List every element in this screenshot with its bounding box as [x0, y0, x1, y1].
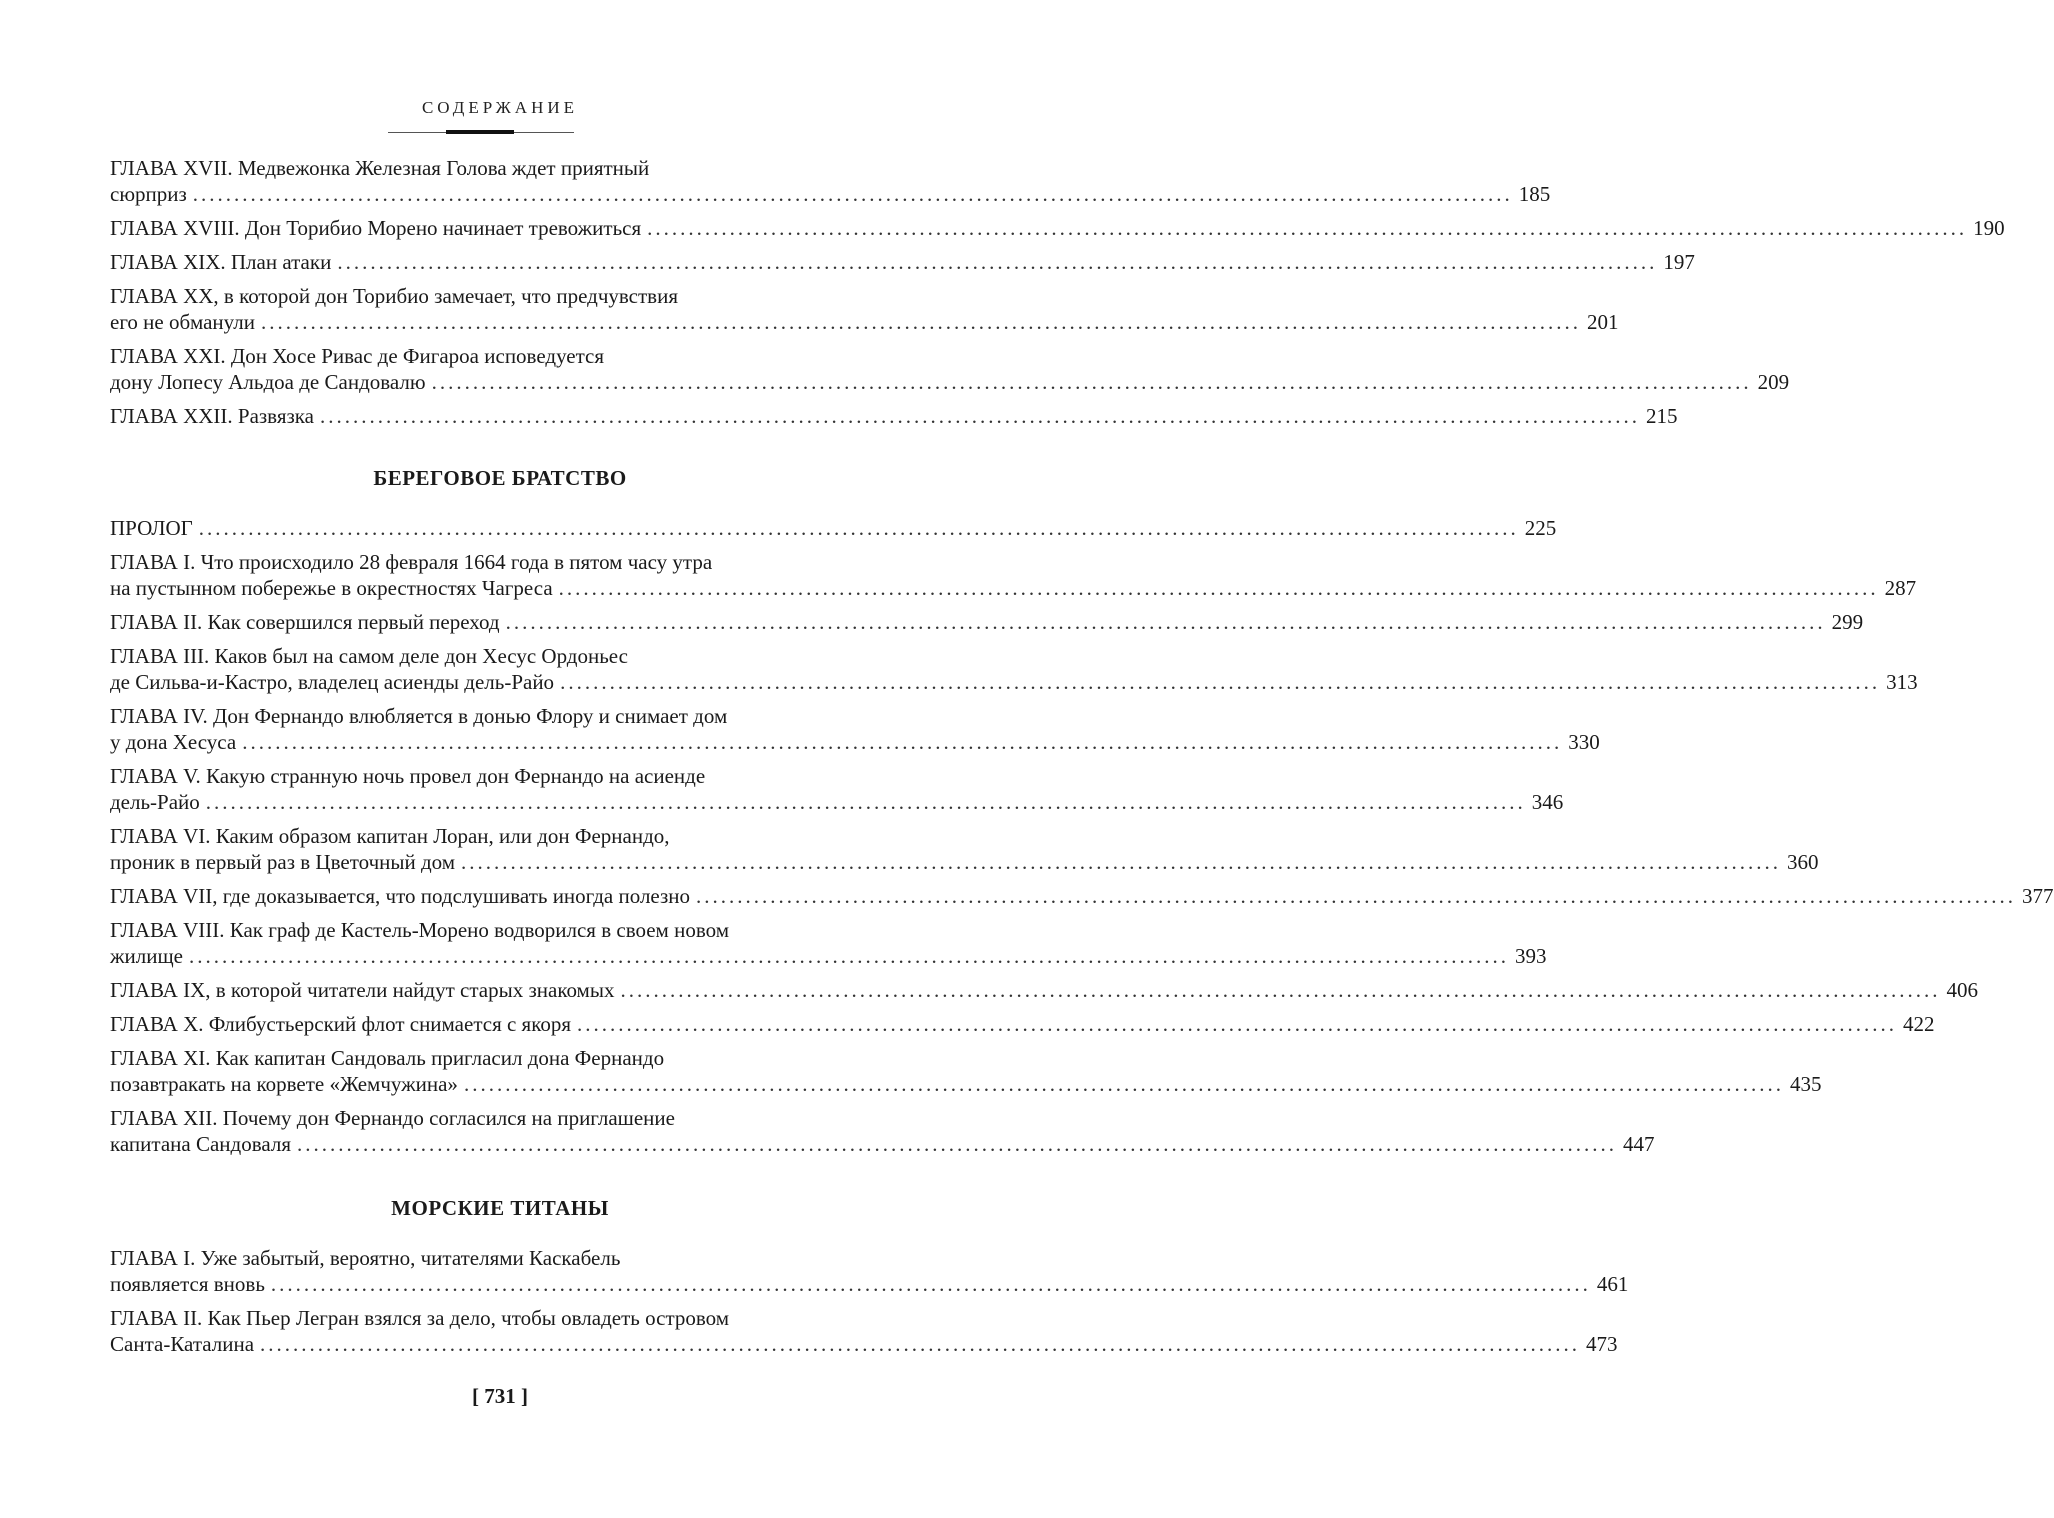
toc-page-number: 185	[1518, 182, 1551, 206]
toc-entry[interactable]	[110, 1011, 1935, 1037]
toc-entry-title-line: на пустынном побережье в окрестностях Чагреса	[110, 576, 553, 600]
toc-entry[interactable]	[110, 703, 1600, 755]
toc-page-number: 209	[1757, 370, 1790, 394]
toc-page-number: 346	[1531, 790, 1564, 814]
dot-leader: ................................................................................................................................................................	[337, 250, 1658, 274]
toc-entry-title-line: ГЛАВА I. Уже забытый, вероятно, читателями Каскабель	[110, 1246, 621, 1270]
toc-entry-title-line: ГЛАВА XX, в которой дон Торибио замечает, что предчувствия	[110, 284, 678, 308]
dot-leader: ................................................................................................................................................................	[560, 670, 1881, 694]
page-number: [ 731 ]	[472, 1384, 528, 1408]
running-head-title: СОДЕРЖАНИЕ	[421, 98, 579, 117]
toc-entry-title-line: дону Лопесу Альдоа де Сандовалю	[110, 370, 426, 394]
dot-leader: ................................................................................................................................................................	[696, 884, 2017, 908]
section-title-morskie-titany: МОРСКИЕ ТИТАНЫ	[391, 1196, 609, 1220]
dot-leader: ................................................................................................................................................................	[505, 610, 1826, 634]
dot-leader: ................................................................................................................................................................	[270, 1272, 1591, 1296]
dot-leader: ................................................................................................................................................................	[461, 850, 1782, 874]
running-head	[0, 98, 1000, 118]
toc-entry-title-line: ГЛАВА VII, где доказывается, что подслушивать иногда полезно	[110, 884, 691, 908]
toc-entry[interactable]	[110, 763, 1564, 815]
toc-entry-title-line: проник в первый раз в Цветочный дом	[110, 850, 456, 874]
toc-page-number: 435	[1789, 1072, 1822, 1096]
toc-entry-title-line: ГЛАВА XI. Как капитан Сандоваль пригласил дона Фернандо	[110, 1046, 665, 1070]
toc-entry[interactable]	[110, 549, 1917, 601]
toc-entry[interactable]	[110, 215, 2005, 241]
toc-entry[interactable]	[110, 155, 1551, 207]
toc-page-number: 393	[1514, 944, 1547, 968]
toc-entry-title-line: ГЛАВА XII. Почему дон Фернандо согласился на приглашение	[110, 1106, 675, 1130]
dot-leader: ................................................................................................................................................................	[260, 310, 1581, 334]
toc-page-number: 377	[2022, 884, 2054, 908]
toc-section-1	[110, 155, 2005, 437]
toc-page-number: 313	[1886, 670, 1918, 694]
dot-leader: ................................................................................................................................................................	[620, 978, 1941, 1002]
toc-entry-title-line: ГЛАВА II. Как Пьер Легран взялся за дело, чтобы овладеть островом	[110, 1306, 730, 1330]
toc-entry[interactable]	[110, 1105, 1655, 1157]
toc-entry[interactable]	[110, 917, 1547, 969]
toc-entry[interactable]	[110, 643, 1918, 695]
toc-entry-title-line: сюрприз	[110, 182, 187, 206]
dot-leader: ................................................................................................................................................................	[558, 576, 1879, 600]
toc-entry-title-line: позавтракать на корвете «Жемчужина»	[110, 1072, 458, 1096]
toc-entry-title-line: дель-Райо	[110, 790, 200, 814]
toc-page-number: 473	[1586, 1332, 1618, 1356]
dot-leader: ................................................................................................................................................................	[577, 1012, 1898, 1036]
dot-leader: ................................................................................................................................................................	[297, 1132, 1618, 1156]
toc-entry-title-line: ГЛАВА XVIII. Дон Торибио Морено начинает тревожиться	[110, 216, 642, 240]
dot-leader: ................................................................................................................................................................	[463, 1072, 1784, 1096]
dot-leader: ................................................................................................................................................................	[205, 790, 1526, 814]
toc-entry[interactable]	[110, 283, 1619, 335]
toc-entry-title-line: Санта-Каталина	[110, 1332, 255, 1356]
toc-entry-title-line: ГЛАВА VIII. Как граф де Кастель-Морено водворился в своем новом	[110, 918, 729, 942]
toc-entry[interactable]	[110, 1245, 1629, 1297]
dot-leader: ................................................................................................................................................................	[647, 216, 1968, 240]
toc-entry-title-line: де Сильва-и-Кастро, владелец асиенды дель-Райо	[110, 670, 555, 694]
toc-entry[interactable]	[110, 515, 1557, 541]
toc-entry[interactable]	[110, 1045, 1822, 1097]
dot-leader: ................................................................................................................................................................	[188, 944, 1509, 968]
toc-entry-title-line: ГЛАВА I. Что происходило 28 февраля 1664 года в пятом часу утра	[110, 550, 713, 574]
toc-entry-title-line: ГЛАВА III. Каков был на самом деле дон Хесус Ордоньес	[110, 644, 628, 668]
toc-page-number: 422	[1903, 1012, 1935, 1036]
toc-entry-title-line: ГЛАВА X. Флибустьерский флот снимается с якоря	[110, 1012, 572, 1036]
dot-leader: ................................................................................................................................................................	[242, 730, 1563, 754]
toc-entry-title-line: ГЛАВА XVII. Медвежонка Железная Голова ждет приятный	[110, 156, 650, 180]
toc-entry[interactable]	[110, 1305, 1618, 1357]
toc-entry[interactable]	[110, 403, 1678, 429]
toc-entry-title-line: появляется вновь	[110, 1272, 265, 1296]
toc-page-number: 225	[1524, 516, 1557, 540]
toc-page-number: 406	[1946, 978, 1978, 1002]
toc-page-number: 215	[1645, 404, 1678, 428]
toc-entry[interactable]	[110, 609, 1864, 635]
toc-entry-title-line: у дона Хесуса	[110, 730, 237, 754]
toc-page-number: 190	[1973, 216, 2005, 240]
toc-page-number: 461	[1596, 1272, 1629, 1296]
toc-entry-title-line: ГЛАВА II. Как совершился первый переход	[110, 610, 500, 634]
dot-leader: ................................................................................................................................................................	[192, 182, 1513, 206]
toc-section-3	[110, 1245, 1629, 1365]
section-title-beregovoe-bratstvo: БЕРЕГОВОЕ БРАТСТВО	[373, 466, 627, 490]
dot-leader: ................................................................................................................................................................	[319, 404, 1640, 428]
dot-leader: ................................................................................................................................................................	[260, 1332, 1581, 1356]
toc-entry[interactable]	[110, 883, 2054, 909]
dot-leader: ................................................................................................................................................................	[198, 516, 1519, 540]
toc-page-number: 360	[1787, 850, 1819, 874]
toc-section-2	[110, 515, 2054, 1165]
toc-entry[interactable]	[110, 977, 1978, 1003]
toc-page-number: 201	[1586, 310, 1619, 334]
toc-entry-title-line: его не обманули	[110, 310, 255, 334]
toc-entry-title-line: ГЛАВА VI. Каким образом капитан Лоран, или дон Фернандо,	[110, 824, 670, 848]
toc-page-number: 287	[1884, 576, 1917, 600]
toc-entry[interactable]	[110, 343, 1790, 395]
toc-entry-title-line: ГЛАВА XIX. План атаки	[110, 250, 332, 274]
toc-entry-title-line: жилище	[110, 944, 183, 968]
toc-entry[interactable]	[110, 249, 1695, 275]
dot-leader: ................................................................................................................................................................	[431, 370, 1752, 394]
toc-entry[interactable]	[110, 823, 1819, 875]
toc-entry-title-line: ПРОЛОГ	[110, 516, 193, 540]
toc-page-number: 299	[1831, 610, 1864, 634]
running-head-rule-accent	[446, 130, 514, 134]
toc-page-number: 447	[1623, 1132, 1655, 1156]
toc-entry-title-line: ГЛАВА V. Какую странную ночь провел дон Фернандо на асиенде	[110, 764, 706, 788]
toc-page-number: 197	[1663, 250, 1695, 274]
toc-page-number: 330	[1568, 730, 1600, 754]
toc-entry-title-line: ГЛАВА XXII. Развязка	[110, 404, 314, 428]
toc-entry-title-line: ГЛАВА IV. Дон Фернандо влюбляется в донью Флору и снимает дом	[110, 704, 728, 728]
toc-entry-title-line: капитана Сандоваля	[110, 1132, 292, 1156]
toc-entry-title-line: ГЛАВА IX, в которой читатели найдут старых знакомых	[110, 978, 615, 1002]
toc-entry-title-line: ГЛАВА XXI. Дон Хосе Ривас де Фигароа исповедуется	[110, 344, 605, 368]
